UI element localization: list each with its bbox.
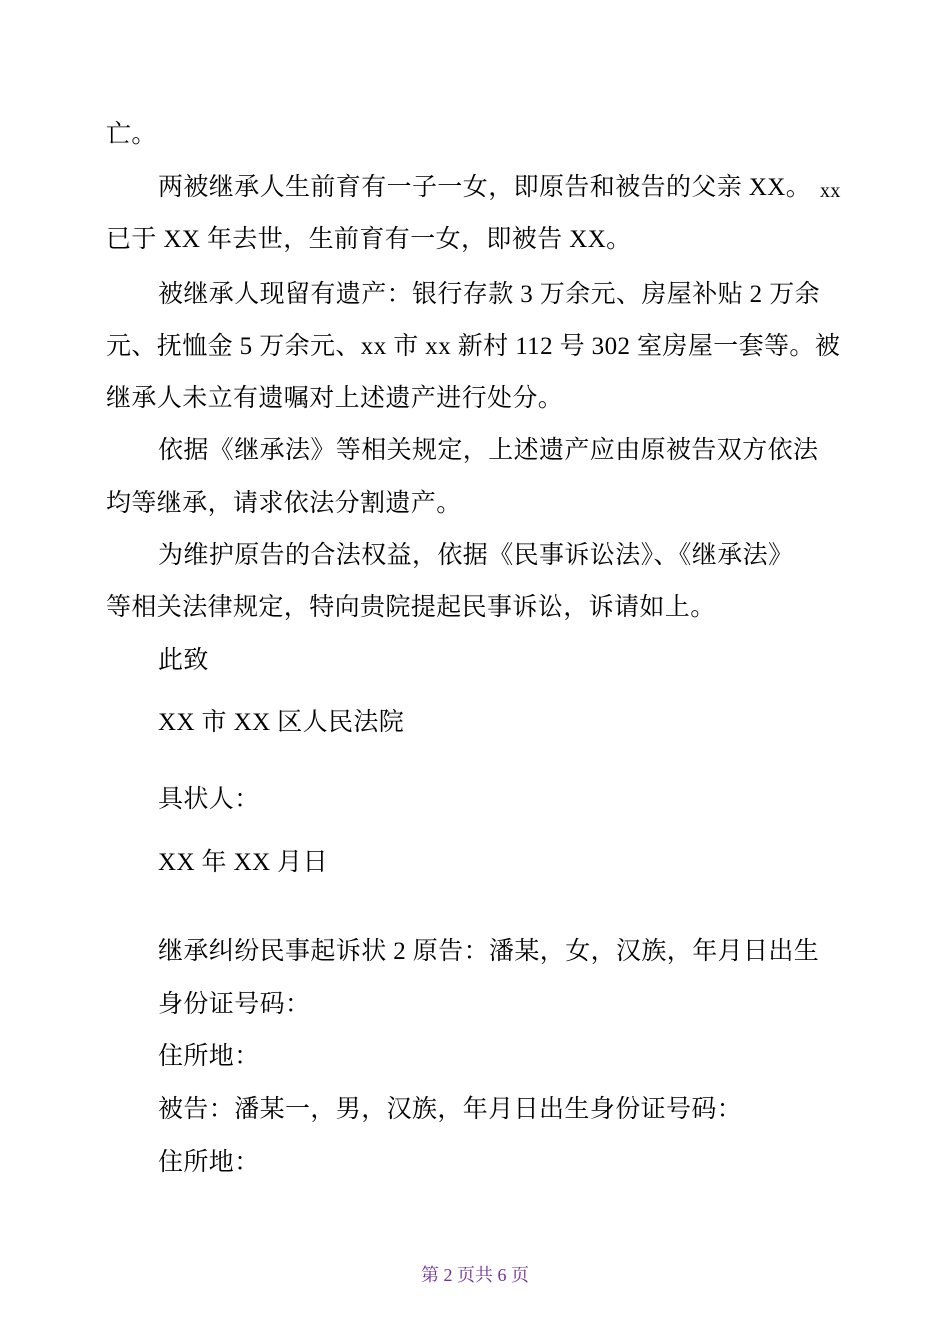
text-line: 均等继承，请求依法分割遗产。	[106, 490, 462, 517]
text-line: 住所地：	[158, 1149, 260, 1176]
court-name: XX 市 XX 区人民法院	[158, 709, 405, 736]
text-line: 等相关法律规定，特向贵院提起民事诉讼，诉请如上。	[106, 594, 716, 621]
date-line: XX 年 XX 月日	[158, 849, 328, 876]
text-line: 依据《继承法》等相关规定，上述遗产应由原被告双方依法	[158, 437, 819, 464]
text-line: 继承人未立有遗嘱对上述遗产进行处分。	[106, 385, 564, 412]
text-line: 继承纠纷民事起诉状 2 原告：潘某，女，汉族，年月日出生	[158, 938, 820, 965]
salutation: 此致	[158, 647, 209, 674]
text-line: 被继承人现留有遗产：银行存款 3 万余元、房屋补贴 2 万余	[158, 281, 821, 308]
text-line: 亡。	[106, 121, 157, 148]
text-line: 住所地：	[158, 1043, 260, 1070]
text-line: 为维护原告的合法权益，依据《民事诉讼法》、《继承法》	[158, 542, 794, 569]
signatory-label: 具状人：	[158, 786, 260, 813]
page-number: 第 2 页共 6 页	[421, 1265, 529, 1285]
text-line: 身份证号码：	[158, 991, 311, 1018]
text-line: 两被继承人生前育有一子一女，即原告和被告的父亲 XX。	[158, 174, 812, 201]
text-line: 元、抚恤金 5 万余元、xx 市 xx 新村 112 号 302 室房屋一套等。被	[106, 333, 841, 360]
text-line: xx	[820, 180, 841, 202]
text-line: 被告：潘某一，男，汉族，年月日出生身份证号码：	[158, 1096, 743, 1123]
text-line: 已于 XX 年去世，生前育有一女，即被告 XX。	[106, 226, 632, 253]
